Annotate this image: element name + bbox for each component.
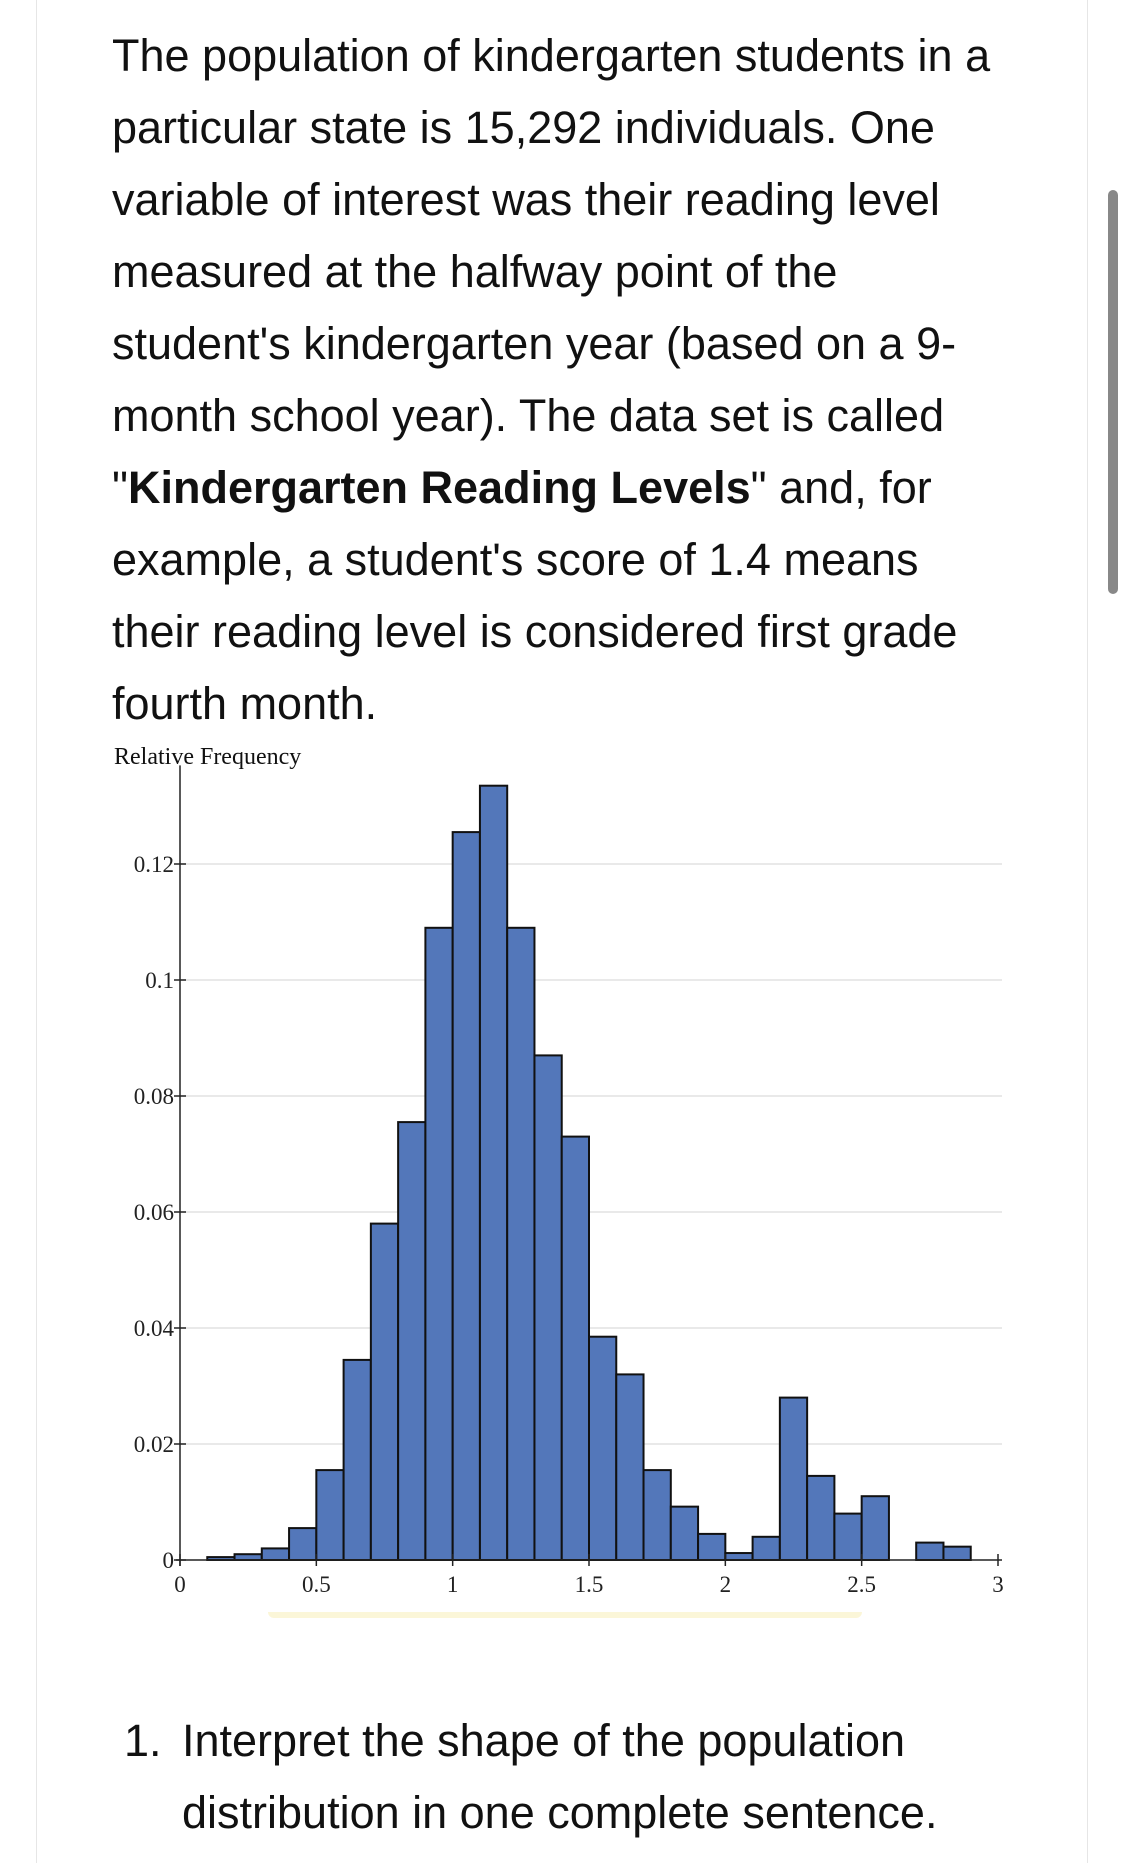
y-tick-label: 0 [162,1548,174,1573]
histogram-bar [644,1470,671,1560]
x-tick-label: 2.5 [847,1572,877,1597]
y-tick-label: 0.02 [133,1432,174,1457]
histogram-bar [262,1548,289,1560]
histogram-bar [425,928,452,1560]
question-item [124,1705,1024,1849]
histogram-bar [398,1122,425,1560]
histogram-bar [698,1534,725,1560]
histogram-bar [780,1398,807,1560]
histogram-bar [562,1137,589,1560]
histogram-bar [480,786,507,1560]
histogram-bar [453,832,480,1560]
histogram-bar [916,1543,943,1560]
x-tick-label: 3 [992,1572,1004,1597]
x-tick-label: 2 [719,1572,732,1597]
histogram-bar [943,1547,970,1560]
histogram-bar [671,1507,698,1560]
histogram-bar [834,1514,861,1560]
y-tick-label: 0.12 [133,852,174,877]
histogram-bar [289,1528,316,1560]
y-tick-label: 0.06 [133,1200,174,1225]
x-tick-label: 0 [174,1572,186,1597]
y-axis-label: Relative Frequency [114,744,302,770]
x-tick-label: 1 [446,1572,459,1597]
right-page-border [1087,0,1088,1863]
histogram-bar [344,1360,371,1560]
histogram-bar [316,1470,343,1560]
dataset-name: Kindergarten Reading Levels [127,462,751,513]
scrollbar-thumb[interactable] [1108,190,1118,594]
histogram-bar [753,1537,780,1560]
image-caption-tab [268,1612,862,1618]
histogram-bar [807,1476,834,1560]
intro-text-start: The population of kindergarten students in a particular state is 15,292 individuals. One variable of interest was their reading level measured at the halfway point of the student's kindergarten year (based on a 9-month school year). The data set is called " [112,30,991,513]
histogram-bar [507,928,534,1560]
y-tick-label: 0.04 [133,1316,174,1341]
y-axis-ticks [134,852,186,1573]
intro-text-end: " and, for example, a student's score of 1.4 means their reading level is considered first grade fourth month. [112,462,958,729]
histogram-bar [371,1224,398,1560]
question-text: Interpret the shape of the population distribution in one complete sentence. [182,1715,938,1838]
histogram-bar [616,1374,643,1560]
left-page-border [36,0,37,1863]
y-tick-label: 0.1 [145,968,174,993]
x-tick-label: 1.5 [574,1572,604,1597]
relative-frequency-histogram [108,740,1008,1620]
x-tick-label: 0.5 [301,1572,331,1597]
histogram-bar [725,1553,752,1560]
histogram-bar [589,1337,616,1560]
histogram-bar [534,1055,561,1560]
question-number: 1. [124,1715,162,1766]
histogram-bar [862,1496,889,1560]
problem-description [112,20,1012,740]
histogram-bar [235,1554,262,1560]
y-tick-label: 0.08 [133,1084,174,1109]
